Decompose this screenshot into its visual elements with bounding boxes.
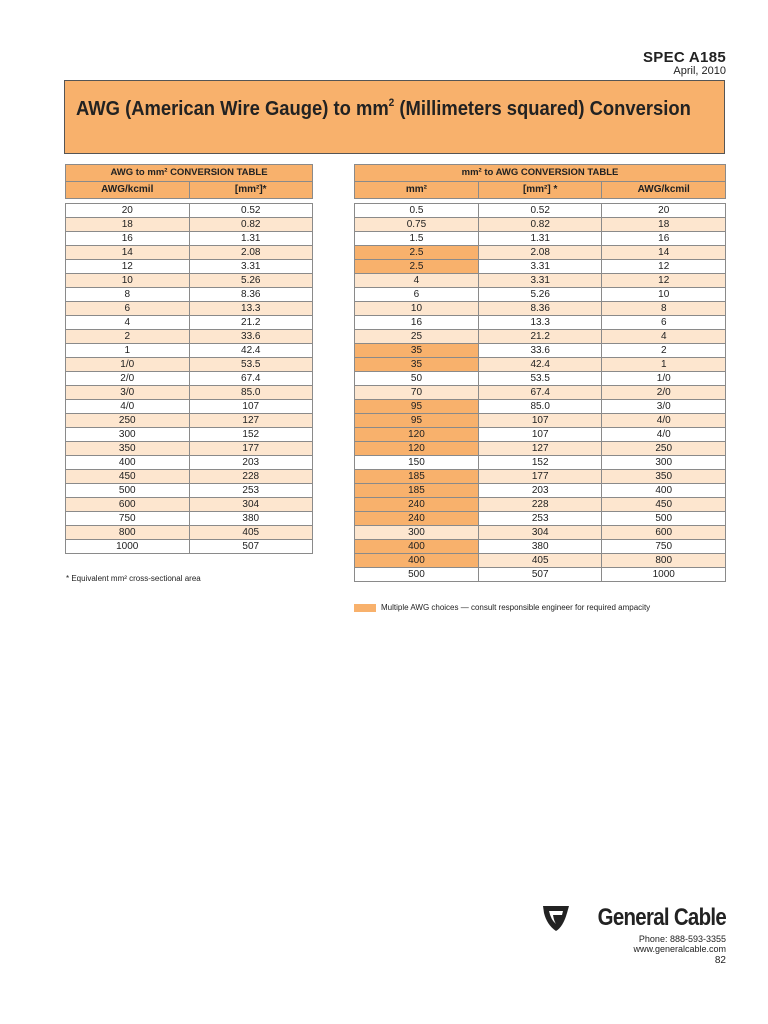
awg-cell: 8 — [66, 288, 190, 302]
equiv-mm2-cell: 107 — [478, 414, 602, 428]
table-row — [355, 316, 726, 330]
mm2-cell: 85.0 — [189, 386, 313, 400]
mm2-cell: 2.08 — [189, 246, 313, 260]
table-row — [355, 302, 726, 316]
mm2-cell: 33.6 — [189, 330, 313, 344]
mm2-cell: 10 — [355, 302, 479, 316]
mm2-cell: 1.31 — [189, 232, 313, 246]
equiv-mm2-cell: 8.36 — [478, 302, 602, 316]
equiv-mm2-cell: 21.2 — [478, 330, 602, 344]
awg-cell: 18 — [66, 218, 190, 232]
mm2-cell: 70 — [355, 386, 479, 400]
awg-table-col-awg: AWG/kcmil — [66, 182, 190, 199]
table-row — [66, 540, 313, 554]
equiv-mm2-cell: 67.4 — [478, 386, 602, 400]
mm2-cell: 400 — [355, 554, 479, 568]
table-row — [355, 288, 726, 302]
general-cable-logo-icon — [541, 903, 571, 933]
table-row — [355, 568, 726, 582]
mm2-cell: 120 — [355, 442, 479, 456]
mm2-cell: 35 — [355, 344, 479, 358]
awg-cell: 8 — [602, 302, 726, 316]
mm2-cell: 304 — [189, 498, 313, 512]
awg-cell: 750 — [66, 512, 190, 526]
mm2-cell: 0.52 — [189, 204, 313, 218]
mm2-to-awg-table — [354, 164, 726, 582]
mm2-cell: 107 — [189, 400, 313, 414]
awg-cell: 3/0 — [66, 386, 190, 400]
equiv-mm2-cell: 127 — [478, 442, 602, 456]
mm2-cell: 67.4 — [189, 372, 313, 386]
mm2-cell: 13.3 — [189, 302, 313, 316]
equiv-mm2-cell: 380 — [478, 540, 602, 554]
awg-cell: 600 — [66, 498, 190, 512]
awg-cell: 2 — [602, 344, 726, 358]
mm2-cell: 53.5 — [189, 358, 313, 372]
awg-cell: 16 — [602, 232, 726, 246]
table-row — [66, 358, 313, 372]
equiv-mm2-cell: 85.0 — [478, 400, 602, 414]
awg-cell: 350 — [66, 442, 190, 456]
mm-table-col-equiv: [mm²] * — [478, 182, 602, 199]
table-row — [66, 246, 313, 260]
page-number: 82 — [714, 955, 726, 966]
mm2-cell: 380 — [189, 512, 313, 526]
awg-cell: 500 — [66, 484, 190, 498]
mm2-cell: 3.31 — [189, 260, 313, 274]
table-row — [355, 470, 726, 484]
table-row — [355, 260, 726, 274]
mm2-cell: 0.82 — [189, 218, 313, 232]
equiv-mm2-cell: 42.4 — [478, 358, 602, 372]
mm2-cell: 16 — [355, 316, 479, 330]
awg-table-col-mm2: [mm²]* — [189, 182, 313, 199]
title-prefix: AWG (American Wire Gauge) to mm — [76, 98, 389, 120]
equiv-mm2-cell: 228 — [478, 498, 602, 512]
legend — [354, 603, 650, 612]
awg-cell: 600 — [602, 526, 726, 540]
equiv-mm2-cell: 203 — [478, 484, 602, 498]
equiv-mm2-cell: 253 — [478, 512, 602, 526]
legend-text: Multiple AWG choices — consult responsible engineer for required ampacity — [381, 603, 651, 612]
table-row — [66, 260, 313, 274]
awg-cell: 2 — [66, 330, 190, 344]
mm-table-body — [355, 204, 726, 582]
table-row — [355, 330, 726, 344]
awg-cell: 250 — [66, 414, 190, 428]
table-row — [355, 498, 726, 512]
table-row — [355, 386, 726, 400]
table-row — [66, 400, 313, 414]
mm2-cell: 185 — [355, 484, 479, 498]
awg-cell: 1 — [66, 344, 190, 358]
table-row — [66, 512, 313, 526]
equiv-mm2-cell: 2.08 — [478, 246, 602, 260]
table-row — [355, 428, 726, 442]
mm-table-title: mm² to AWG CONVERSION TABLE — [355, 165, 726, 182]
mm-table-col-awg: AWG/kcmil — [602, 182, 726, 199]
mm2-cell: 300 — [355, 526, 479, 540]
awg-cell: 4 — [66, 316, 190, 330]
mm2-cell: 253 — [189, 484, 313, 498]
awg-cell: 20 — [602, 204, 726, 218]
equiv-mm2-cell: 33.6 — [478, 344, 602, 358]
table-row — [355, 400, 726, 414]
table-row — [355, 526, 726, 540]
table-row — [355, 554, 726, 568]
mm2-cell: 2.5 — [355, 260, 479, 274]
mm2-cell: 127 — [189, 414, 313, 428]
mm2-cell: 25 — [355, 330, 479, 344]
equiv-mm2-cell: 13.3 — [478, 316, 602, 330]
awg-cell: 450 — [66, 470, 190, 484]
brand-name: General Cable — [597, 904, 726, 931]
awg-cell: 450 — [602, 498, 726, 512]
mm2-cell: 120 — [355, 428, 479, 442]
awg-cell: 500 — [602, 512, 726, 526]
awg-cell: 750 — [602, 540, 726, 554]
equiv-mm2-cell: 304 — [478, 526, 602, 540]
awg-cell: 12 — [602, 260, 726, 274]
mm2-cell: 5.26 — [189, 274, 313, 288]
mm2-cell: 42.4 — [189, 344, 313, 358]
table-row — [66, 442, 313, 456]
mm2-cell: 152 — [189, 428, 313, 442]
table-row — [66, 316, 313, 330]
title-suffix: (Millimeters squared) Conversion — [394, 98, 691, 120]
awg-cell: 20 — [66, 204, 190, 218]
awg-cell: 400 — [602, 484, 726, 498]
awg-table-body — [66, 204, 313, 554]
equiv-mm2-cell: 507 — [478, 568, 602, 582]
mm2-cell: 8.36 — [189, 288, 313, 302]
table-row — [66, 344, 313, 358]
equiv-mm2-cell: 3.31 — [478, 274, 602, 288]
awg-cell: 400 — [66, 456, 190, 470]
table-row — [355, 204, 726, 218]
contact-info — [633, 934, 726, 954]
mm2-cell: 95 — [355, 400, 479, 414]
table-row — [355, 344, 726, 358]
table-row — [66, 302, 313, 316]
equiv-mm2-cell: 405 — [478, 554, 602, 568]
awg-cell: 1 — [602, 358, 726, 372]
mm2-cell: 95 — [355, 414, 479, 428]
website: www.generalcable.com — [633, 944, 726, 954]
mm2-cell: 500 — [355, 568, 479, 582]
awg-cell: 10 — [66, 274, 190, 288]
awg-cell: 1/0 — [66, 358, 190, 372]
awg-cell: 250 — [602, 442, 726, 456]
awg-cell: 12 — [602, 274, 726, 288]
table-row — [66, 498, 313, 512]
legend-swatch — [354, 604, 376, 612]
mm2-cell: 240 — [355, 512, 479, 526]
table-row — [66, 330, 313, 344]
awg-cell: 3/0 — [602, 400, 726, 414]
table-row — [66, 526, 313, 540]
equiv-mm2-cell: 0.82 — [478, 218, 602, 232]
mm2-cell: 150 — [355, 456, 479, 470]
awg-cell: 4 — [602, 330, 726, 344]
awg-table-title: AWG to mm² CONVERSION TABLE — [66, 165, 313, 182]
table-row — [66, 428, 313, 442]
table-row — [66, 470, 313, 484]
equiv-mm2-cell: 152 — [478, 456, 602, 470]
awg-cell: 350 — [602, 470, 726, 484]
awg-to-mm2-table — [65, 164, 313, 554]
awg-cell: 6 — [602, 316, 726, 330]
awg-cell: 1000 — [602, 568, 726, 582]
footnote: * Equivalent mm² cross-sectional area — [66, 574, 201, 583]
mm2-cell: 1.5 — [355, 232, 479, 246]
table-row — [355, 512, 726, 526]
table-row — [355, 414, 726, 428]
general-cable-logo — [541, 903, 726, 933]
table-row — [355, 484, 726, 498]
awg-cell: 10 — [602, 288, 726, 302]
mm2-cell: 0.75 — [355, 218, 479, 232]
spec-block — [643, 50, 726, 77]
mm2-cell: 185 — [355, 470, 479, 484]
equiv-mm2-cell: 107 — [478, 428, 602, 442]
awg-cell: 12 — [66, 260, 190, 274]
equiv-mm2-cell: 0.52 — [478, 204, 602, 218]
mm2-cell: 2.5 — [355, 246, 479, 260]
mm-table-col-mm2: mm² — [355, 182, 479, 199]
awg-cell: 6 — [66, 302, 190, 316]
awg-cell: 1000 — [66, 540, 190, 554]
title-banner — [64, 80, 725, 154]
mm2-cell: 203 — [189, 456, 313, 470]
mm2-cell: 21.2 — [189, 316, 313, 330]
table-row — [66, 414, 313, 428]
awg-cell: 4/0 — [602, 428, 726, 442]
mm2-cell: 4 — [355, 274, 479, 288]
awg-cell: 2/0 — [66, 372, 190, 386]
mm2-cell: 177 — [189, 442, 313, 456]
awg-cell: 300 — [602, 456, 726, 470]
equiv-mm2-cell: 53.5 — [478, 372, 602, 386]
table-row — [66, 484, 313, 498]
mm2-cell: 35 — [355, 358, 479, 372]
mm2-cell: 0.5 — [355, 204, 479, 218]
awg-cell: 14 — [602, 246, 726, 260]
mm2-cell: 50 — [355, 372, 479, 386]
equiv-mm2-cell: 3.31 — [478, 260, 602, 274]
equiv-mm2-cell: 177 — [478, 470, 602, 484]
title-superscript: 2 — [388, 97, 395, 109]
table-row — [355, 456, 726, 470]
table-row — [355, 358, 726, 372]
table-row — [66, 218, 313, 232]
table-row — [66, 232, 313, 246]
equiv-mm2-cell: 5.26 — [478, 288, 602, 302]
mm2-cell: 228 — [189, 470, 313, 484]
table-row — [66, 456, 313, 470]
table-row — [66, 372, 313, 386]
awg-cell: 18 — [602, 218, 726, 232]
phone: Phone: 888-593-3355 — [638, 934, 726, 944]
table-row — [355, 218, 726, 232]
table-row — [66, 204, 313, 218]
table-row — [66, 386, 313, 400]
table-row — [355, 540, 726, 554]
awg-cell: 16 — [66, 232, 190, 246]
table-row — [66, 288, 313, 302]
awg-cell: 800 — [66, 526, 190, 540]
table-row — [355, 232, 726, 246]
spec-date: April, 2010 — [673, 65, 726, 77]
page-title — [76, 91, 691, 121]
mm2-cell: 240 — [355, 498, 479, 512]
table-row — [355, 274, 726, 288]
table-row — [66, 274, 313, 288]
mm2-cell: 6 — [355, 288, 479, 302]
awg-cell: 4/0 — [602, 414, 726, 428]
table-row — [355, 246, 726, 260]
awg-cell: 800 — [602, 554, 726, 568]
mm2-cell: 507 — [189, 540, 313, 554]
awg-cell: 4/0 — [66, 400, 190, 414]
equiv-mm2-cell: 1.31 — [478, 232, 602, 246]
awg-cell: 14 — [66, 246, 190, 260]
awg-cell: 300 — [66, 428, 190, 442]
table-row — [355, 372, 726, 386]
mm2-cell: 405 — [189, 526, 313, 540]
table-row — [355, 442, 726, 456]
awg-cell: 2/0 — [602, 386, 726, 400]
spec-code: SPEC A185 — [642, 49, 726, 66]
mm2-cell: 400 — [355, 540, 479, 554]
awg-cell: 1/0 — [602, 372, 726, 386]
